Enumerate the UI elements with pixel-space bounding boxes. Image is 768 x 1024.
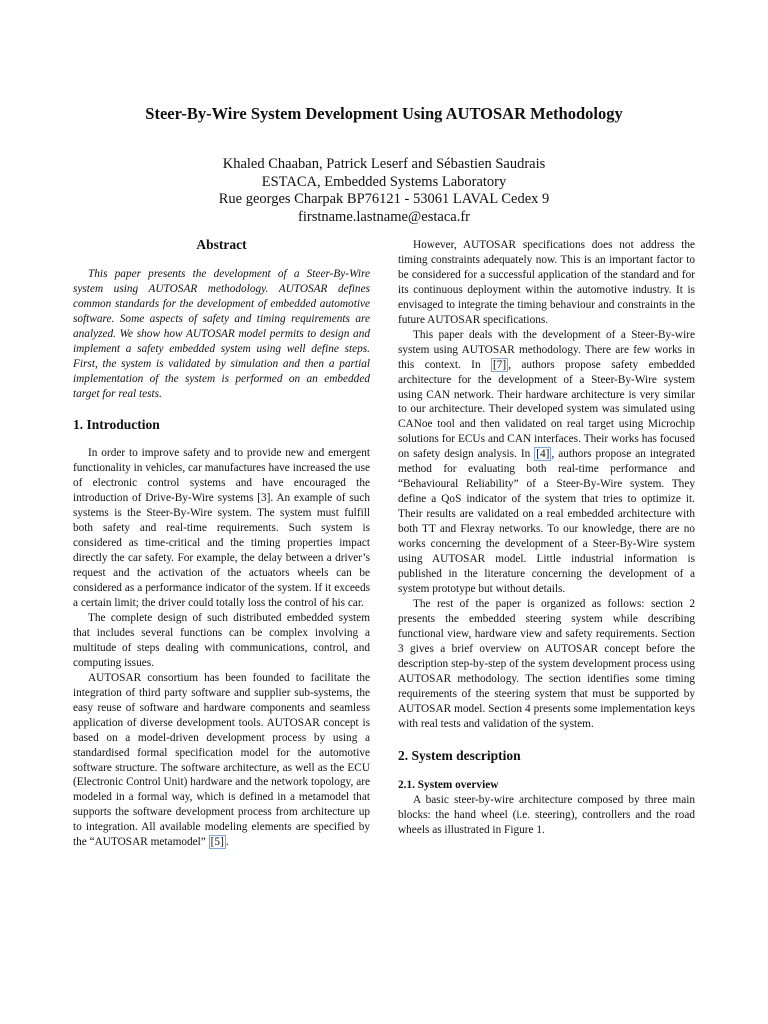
paragraph: The complete design of such distributed embedded system that includes several functions can be complex involving a multitude of steps dealing with communications, control, and computing issues. (73, 611, 370, 669)
paragraph-text: This paper deals with the development of a Steer-By-wire system using AUTOSAR methodology. There are few works in this context. In (398, 328, 695, 371)
subsection-heading-system-overview: 2.1. System overview (398, 779, 499, 792)
paragraph-text: , authors propose safety embedded architecture for the development of a Steer-By-Wire system using CAN network. Their hardware architecture is very similar to our architecture. Their developed system was simulated using CANoe tool and then validated on real target using Microchip solutions for ECUs and CAN interfaces. Their works has focused on safety design analysis. In (398, 358, 695, 461)
section-heading-system-description: 2. System description (398, 748, 521, 764)
paragraph: However, AUTOSAR specifications does not address the timing constraints adequately now. This is an important factor to be considered for a successful application of the standard and for its continuous deployment within the automotive industry. It is envisaged to integrate the timing behaviour and constraints in the future AUTOSAR specifications. (398, 239, 695, 326)
left-column (73, 238, 370, 850)
paper-title: Steer-By-Wire System Development Using AUTOSAR Methodology (145, 104, 623, 123)
author-block (0, 156, 768, 226)
paragraph: The rest of the paper is organized as follows: section 2 presents the embedded steering system while describing functional view, hardware view and safety requirements. Section 3 gives a brief overview on AUTOSAR concept before the description step-by-step of the system development process using AUTOSAR methodology. The section identifies some timing requirements of the steering system that must be supported by AUTOSAR model. Section 4 presents some implementation keys with real tests and validation of the system. (398, 597, 695, 730)
citation-link[interactable]: [4] (536, 448, 550, 461)
paragraph-text: . (225, 836, 229, 849)
section-heading-introduction: 1. Introduction (73, 416, 160, 432)
paragraph: A basic steer-by-wire architecture composed by three main blocks: the hand wheel (i.e. steering), controllers and the road wheels as illustrated in Figure 1. (398, 794, 695, 837)
citation-link[interactable]: [7] (493, 358, 507, 371)
author-names: Khaled Chaaban, Patrick Leserf and Sébastien Saudrais (222, 156, 546, 172)
affiliation: ESTACA, Embedded Systems Laboratory (261, 173, 507, 190)
abstract-text: This paper presents the development of a Steer-By-Wire system using AUTOSAR methodology. AUTOSAR defines common standards for the development of embedded automotive software. Some aspects of safety and timing requirements are analyzed. We show how AUTOSAR model permits to design and implement a safety embedded system using well define steps. First, the system is validated by simulation and then a partial implementation of the system is performed on an embedded target for real tests. (73, 267, 370, 400)
paragraph (398, 328, 695, 597)
paragraph-text: AUTOSAR consortium has been founded to facilitate the integration of third party software and supplier sub-systems, the easy reuse of software and hardware components and seamless application of diverse development tools. AUTOSAR concept is based on a model-driven development process by using a standardised formal specification model for the automotive software structure. The software architecture, as well as the ECU (Electronic Control Unit) hardware and the network topology, are modeled in a formal way, which is defined in a metamodel that supports the software development process from architecture up to integration. All available modeling elements are specified by the “AUTOSAR metamodel” (73, 671, 370, 849)
paragraph-text: , authors propose an integrated method for evaluating both real-time performance and “Behavioural Reliability” of a Steer-By-Wire system. They define a QoS indicator of the system that tries to optimize it. Their results are validated on a real embedded architecture with both TT and Flexray networks. To our knowledge, there are no works concerning the development of a Steer-By-Wire system using AUTOSAR model. Little industrial information is published in the literature concerning the development of a system prototype but without details. (398, 448, 695, 595)
address: Rue georges Charpak BP76121 - 53061 LAVAL Cedex 9 (218, 191, 550, 207)
paragraph: In order to improve safety and to provide new and emergent functionality in vehicles, car manufactures have increased the use of electronic control systems and have encouraged the introduction of Drive-By-Wire systems [3]. An example of such systems is the Steer-By-Wire system. The system must fulfill both safety and real-time requirements. Such system is considered as time-critical and the timing properties impact directly the car safety. For example, the delay between a driver’s request and the activation of the actuators wheels can be considered as a performance indicator of the system. If it exceeds a certain limit; the driver could totally loss the control of his car. (73, 447, 370, 610)
abstract-heading: Abstract (196, 237, 247, 252)
paragraph (73, 671, 370, 850)
email: firstname.lastname@estaca.fr (298, 208, 470, 225)
right-column (398, 238, 695, 838)
citation-link[interactable]: [5] (210, 836, 224, 849)
